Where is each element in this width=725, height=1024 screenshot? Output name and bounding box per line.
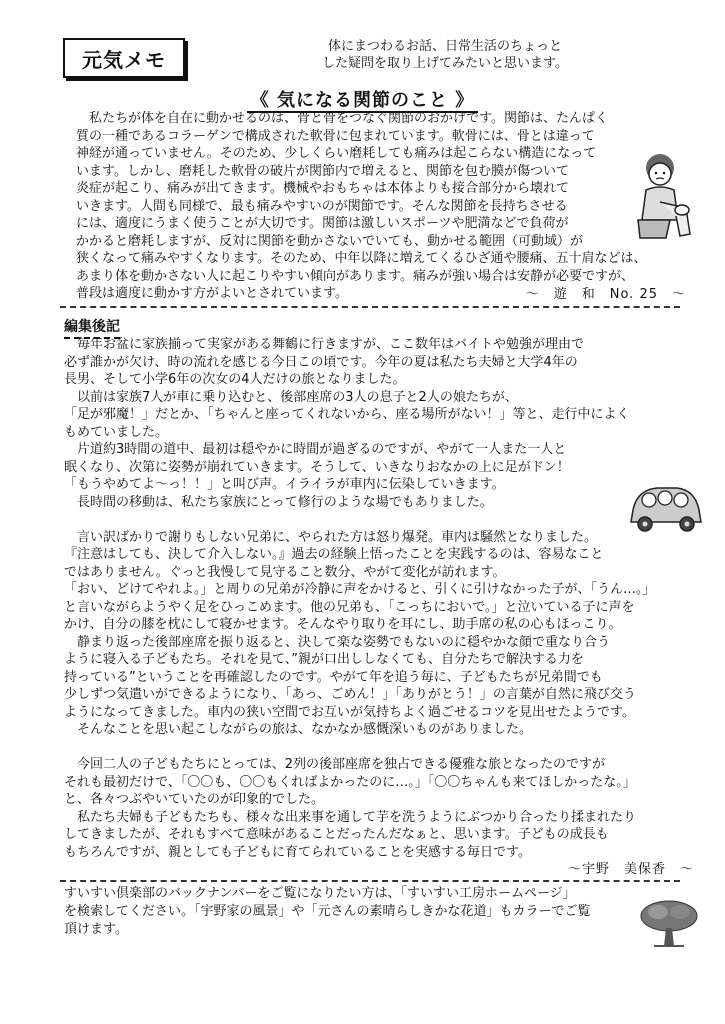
woman-holding-knee-illustration [630, 150, 700, 242]
postscript-paragraph [64, 529, 704, 739]
article-title-wrap [0, 86, 725, 112]
postscript-line: ようになってきました。車内の狭い空間でお互いが気持ちよく過ごせるコツを見出せたようです。 [64, 704, 635, 720]
postscript-line: と、各々つぶやいていたのが印象的でした。 [64, 792, 325, 807]
postscript-line: 静まり返った後部座席を振り返ると、決して楽な姿勢でもないのに穏やかな顔で重なり合う [64, 634, 611, 650]
postscript-paragraph [64, 756, 704, 861]
postscript-line: そんなことを思い起こしながらの旅は、なかなか感慨深いものがありました。 [64, 722, 533, 737]
article-body [76, 110, 676, 303]
postscript-line: 片道約3時間の道中、最初は穏やかに時間が過ぎるのですが、やがて一人また一人と [64, 442, 567, 457]
postscript-line: 言い訳ばかりで謝りもしない兄弟に、やられた方は怒り爆発。車内は騒然となりました。 [64, 529, 598, 545]
footer-line: を検索してください。「宇野家の風景」や「元さんの素晴らしきかな花道」もカラーでご覧 [64, 904, 591, 919]
article-line: あまり体を動かさない人に起こりやすい傾向があります。痛みが強い場合は安静が必要ですが、 [76, 268, 634, 284]
article-signature: 〜 遊 和 No. 25 〜 [525, 287, 686, 302]
footer-line: すいすい倶楽部のバックナンバーをご覧になりたい方は、「すいすい工房ホームページ」 [64, 886, 576, 901]
postscript-line: 「もうやめてよ〜っ！！」と叫び声。イライラが車内に伝染していきます。 [64, 477, 505, 492]
article-title: 《 気になる関節のこと 》 [247, 90, 479, 113]
postscript-line: それも最初だけで、「〇〇も、〇〇もくればよかったのに…。」「〇〇ちゃんも来てほしかったな。」 [64, 774, 636, 790]
postscript-line: 必ず誰かが欠け、時の流れを感じる今日この頃です。今年の夏は私たち夫婦と大学4年の [64, 354, 578, 370]
memo-intro [295, 38, 595, 72]
postscript-line: 今回二人の子どもたちにとっては、2列の後部座席を独占できる優雅な旅となったのですが [64, 757, 606, 772]
postscript-line: 毎年お盆に家族揃って実家がある舞鶴に行きますが、ここ数年はバイトや勉強が理由で [64, 337, 585, 352]
postscript-line: 『注意はしても、決して介入しない。』過去の経験上悟ったことを実践するのは、容易なこと [64, 547, 604, 562]
article-line: 炎症が起こり、痛みが出てきます。機械やおもちゃは本体よりも接合部分から壊れて [76, 181, 569, 196]
article-line: 質の一種であるコラーゲンで構成された軟骨に包まれています。軟骨には、骨とは違って [76, 128, 595, 144]
footer-line: 頂けます。 [64, 922, 128, 937]
tree-illustration [638, 898, 700, 948]
postscript-line: 持っている”ということを再確認したのです。やがて年を追う毎に、子どもたちが兄弟間でも [64, 669, 603, 685]
memo-intro-line: した疑問を取り上げてみたいと思います。 [322, 56, 568, 71]
postscript-line: 眠くなり、次第に姿勢が崩れていきます。そうして、いきなりおなかの上に足がドン！ [64, 459, 570, 475]
postscript-line: 少しずつ気遣いができるようになり、「あっ、ごめん！」「ありがとう！」の言葉が自然に飛び交う [64, 687, 636, 702]
postscript-line: 私たち夫婦も子どもたちも、様々な出来事を通して芋を洗うようにぶつかり合ったり揉まれたり [64, 809, 637, 825]
footer-note [64, 885, 644, 939]
postscript-line: 長男、そして小学6年の次女の4人だけの旅となりました。 [64, 372, 406, 387]
postscript-line: と言いながらようやく足をひっこめます。他の兄弟も、「こっちにおいで。」と泣いている子に声を [64, 599, 635, 615]
postscript-line: ように寝入る子どもたち。それを見て、”親が口出ししなくても、自分たちで解決する力を [64, 652, 584, 667]
postscript-line: もめていました。 [64, 424, 169, 440]
article-line: 普段は適度に動かす方がよいとされています。 [76, 286, 348, 301]
postscript-line: もちろんですが、親としても子どもに育てられていることを実感する毎日です。 [64, 844, 531, 860]
postscript-signature: 〜宇野 美保香 〜 [567, 862, 694, 877]
section-divider [60, 306, 680, 308]
article-line: 狭くなって痛みやすくなります。そのため、中年以降に増えてくるひざ通や腰痛、五十肩などは、 [76, 251, 647, 266]
article-line: 私たちが体を自在に動かせるのは、骨と骨をつなぐ関節のおかげです。関節は、たんぱく [76, 111, 608, 126]
postscript-body [64, 336, 704, 861]
article-line: いきます。人間も同様で、最も痛みやすいのが関節です。そんな関節を長持ちさせる [76, 198, 568, 214]
article-line: います。しかし、磨耗した軟骨の破片が関節内で増えると、関節を包む膜が傷ついて [76, 163, 569, 179]
postscript-line: 「おい、どけてやれよ。」と周りの兄弟が冷静に声をかけると、引くに引けなかった子が、「うん…。」 [64, 582, 656, 597]
family-car-illustration [627, 476, 705, 534]
memo-label: 元気メモ [82, 47, 166, 72]
memo-intro-line: 体にまつわるお話、日常生活のちょっと [327, 39, 562, 54]
postscript-line: ではありません。ぐっと我慢して見守ること数分、やがて変化が訪れます。 [64, 564, 506, 580]
postscript-line: 長時間の移動は、私たち家族にとって修行のような場でもありました。 [64, 494, 493, 510]
footer-divider [60, 880, 680, 882]
postscript-line: 「足が邪魔！」だとか、「ちゃんと座ってくれないから、座る場所がない！」等と、走行中によく [64, 407, 630, 422]
postscript-title: 編集後記 [64, 316, 120, 339]
postscript-paragraph [64, 336, 704, 511]
postscript-line: してきましたが、それもすべて意味があることだったんだなぁと、思います。子どもの成長も [64, 827, 609, 842]
postscript-line: かけ、自分の膝を枕にして寝かせます。そんなやり取りを耳にし、助手席の私の心もほっこり。 [64, 617, 622, 632]
article-line: かかると磨耗しますが、反対に関節を動かさないでいても、動かせる範囲（可動域）が [76, 233, 584, 249]
article-line: 神経が通っていません。そのため、少しくらい磨耗しても痛みは起こらない構造になって [76, 146, 597, 161]
memo-label-box [63, 38, 185, 78]
postscript-line: 以前は家族7人が車に乗り込むと、後部座席の3人の息子と2人の娘たちが、 [64, 389, 518, 405]
article-line: には、適度にうまく使うことが大切です。関節は激しいスポーツや肥満などで負荷が [76, 216, 569, 231]
